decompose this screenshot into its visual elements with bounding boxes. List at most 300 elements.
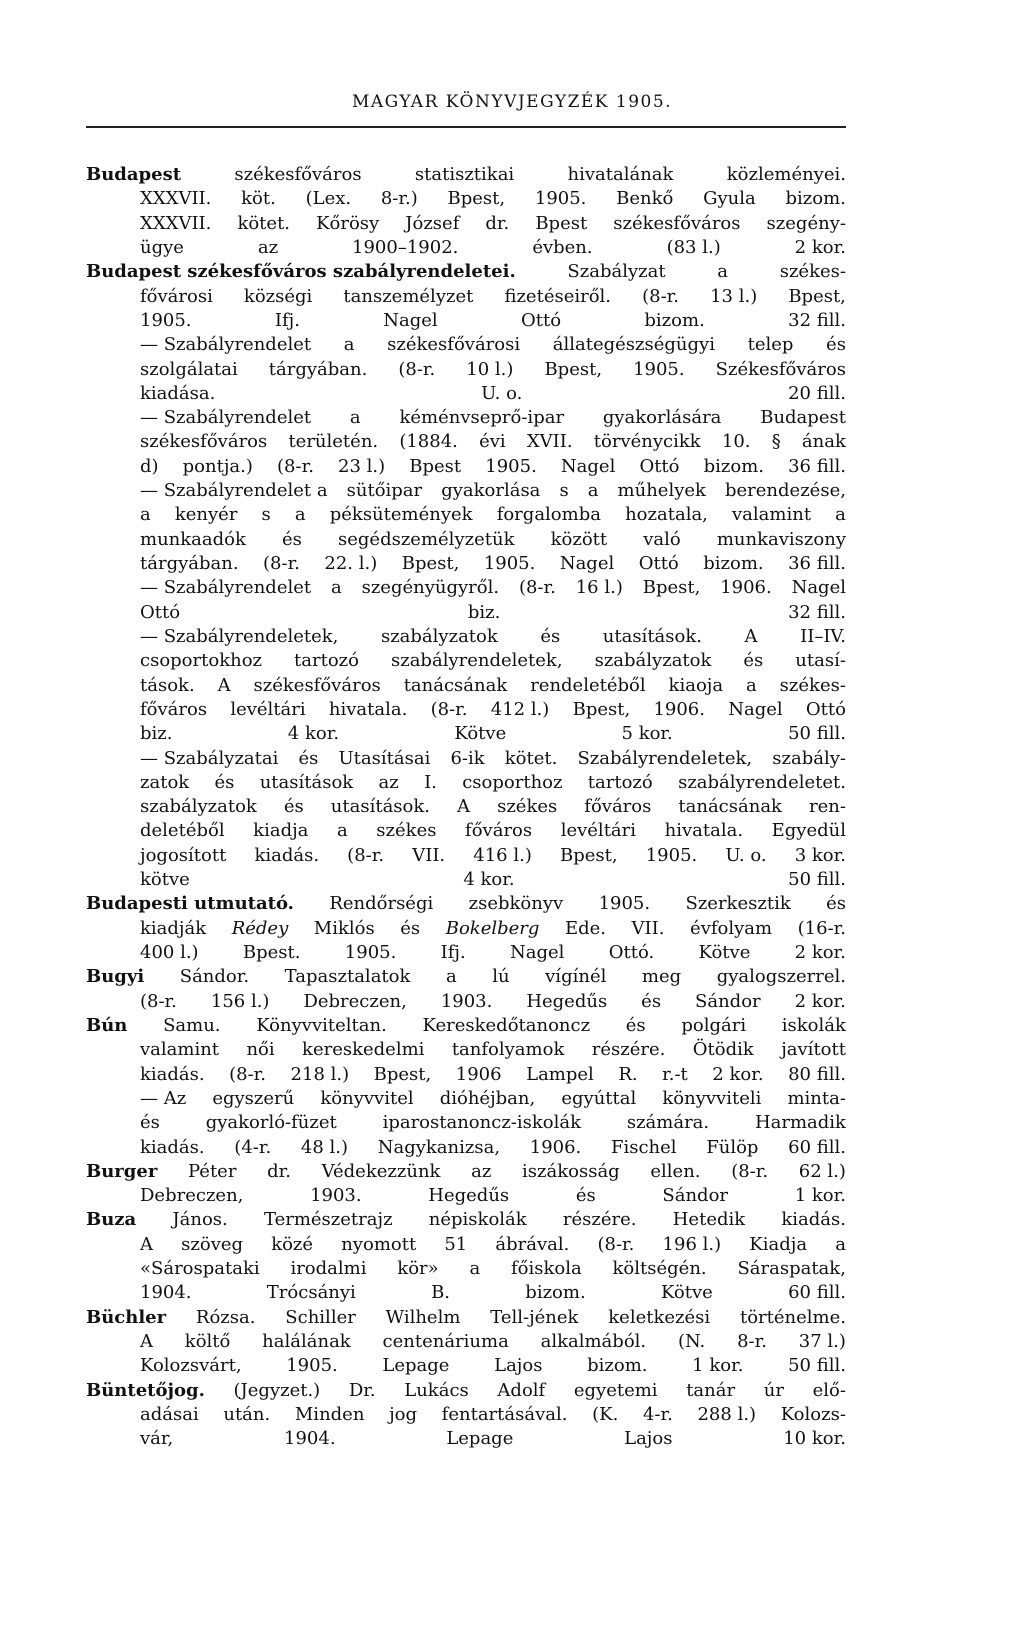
entry-word: Kereskedőtanoncz xyxy=(422,1014,591,1036)
entry-line xyxy=(86,990,846,1014)
entry-word: (16-r. xyxy=(797,917,846,939)
entry-word: számára. xyxy=(626,1112,710,1134)
entry-word: 1905. xyxy=(633,358,685,380)
entry-heading: Buza xyxy=(86,1209,137,1231)
entry-word: keletkezési xyxy=(608,1306,711,1328)
entry-word: részére. xyxy=(591,1039,666,1061)
entry-word: kereskedelmi xyxy=(302,1039,425,1061)
entry-line xyxy=(86,1136,846,1160)
entry-word: Tapasztalatok xyxy=(284,966,411,988)
entry-word: fentartásával. xyxy=(441,1403,568,1425)
entry-word: kiadja xyxy=(253,820,309,842)
entry-word: Egyedül xyxy=(771,820,846,842)
entry-word: Schiller xyxy=(285,1306,356,1328)
entry-word: tartozó xyxy=(294,650,359,672)
entry-word: (K. xyxy=(592,1403,619,1425)
entry-word: (8-r. xyxy=(430,698,468,720)
entry-word: és xyxy=(641,990,662,1012)
entry-word: Kötve xyxy=(660,1282,713,1304)
entry-word: 218 l.) xyxy=(290,1063,350,1085)
entry-word: Szerkesztik xyxy=(685,893,791,915)
entry-word: Bpest xyxy=(535,212,588,234)
entry-word: Bpest, xyxy=(572,698,631,720)
entry-word: berendezése, xyxy=(725,480,846,502)
entry-word: kötet. xyxy=(237,212,291,234)
entry-heading: Büntetőjog. xyxy=(86,1379,205,1401)
entry-word: kiadás. xyxy=(140,1063,205,1085)
entry-word: székes xyxy=(376,820,437,842)
entry-start-line xyxy=(86,965,846,989)
entry-word: bizom. xyxy=(644,309,705,331)
entry-word: 32 fill. xyxy=(788,309,846,331)
entry-word: után. xyxy=(223,1403,271,1425)
entry-word: női xyxy=(246,1039,275,1061)
entry-word: hivatalának xyxy=(567,164,674,185)
entry-word: 1905. xyxy=(485,455,537,477)
entry-word: 4-r. xyxy=(642,1403,673,1425)
entry-word: 50 fill. xyxy=(788,1355,846,1377)
entry-word: részére. xyxy=(562,1209,637,1231)
entry-line xyxy=(86,1403,846,1427)
entry-word: ügye xyxy=(140,236,184,258)
entry-word: Bpest xyxy=(409,455,462,477)
entry-word: 50 fill. xyxy=(788,869,846,891)
entry-word: Természetrajz xyxy=(263,1209,393,1231)
entry-word: 2 kor. xyxy=(794,942,846,963)
entry-word: elő- xyxy=(812,1379,846,1401)
entry-word: 412 l.) xyxy=(490,698,550,720)
entry-word: VII. xyxy=(412,844,446,866)
entry-word: 51 xyxy=(444,1233,468,1255)
entry-word: 1905. xyxy=(483,553,536,574)
entry-word: — Szabályrendelet xyxy=(140,334,312,356)
entry-word: vígínél xyxy=(545,966,607,988)
entry-word: székesfőváros xyxy=(140,431,268,453)
entry-word: A xyxy=(140,1331,153,1352)
entry-word: minta- xyxy=(787,1087,846,1109)
entry-word: 1905. xyxy=(140,309,192,331)
entry-word: 5 kor. xyxy=(621,723,673,745)
entry-word: tanácsának xyxy=(678,796,782,818)
entry-word: székesfőváros xyxy=(234,164,362,185)
entry-word: (N. xyxy=(677,1331,706,1352)
running-header: MAGYAR KÖNYVJEGYZÉK 1905. xyxy=(351,92,673,112)
entry-line xyxy=(86,455,846,479)
entry-line xyxy=(86,187,846,211)
entry-word: Lepage xyxy=(382,1355,450,1377)
entry-word: hivatala. xyxy=(328,698,408,720)
entry-word: r.-t xyxy=(662,1063,688,1085)
entry-word: Dr. xyxy=(348,1379,376,1401)
entry-heading: Budapest xyxy=(86,164,182,185)
entry-start-line xyxy=(86,260,846,284)
entry-word: Miklós xyxy=(313,917,375,939)
entry-word: Kötve xyxy=(454,723,507,745)
entry-word: Bpest, xyxy=(642,577,701,599)
entry-line xyxy=(86,1427,846,1451)
entry-start-line xyxy=(86,1379,846,1403)
entry-word: Szabályrendeletek, xyxy=(577,747,753,769)
entry-word: és xyxy=(282,528,302,550)
entry-word: Harmadik xyxy=(754,1112,846,1134)
entry-word: biz. xyxy=(467,601,501,623)
entry-word: tanácsának xyxy=(403,674,508,696)
entry-word: 50 fill. xyxy=(788,723,846,745)
entry-word: A xyxy=(457,796,471,818)
entry-word: centenáriuma xyxy=(382,1331,509,1352)
entry-line xyxy=(86,212,846,236)
entry-word: XXXVII. xyxy=(140,188,212,210)
entry-word: úr xyxy=(763,1379,784,1401)
entry-word: — Szabályrendeletek, xyxy=(140,625,339,647)
entry-word: 10. xyxy=(721,431,751,453)
entry-word: szegényügyről. xyxy=(361,577,500,599)
entry-word: Ifj. xyxy=(440,942,466,963)
entry-word: Bpest, xyxy=(373,1063,432,1085)
entry-word: és xyxy=(826,893,846,915)
entry-line xyxy=(86,674,846,698)
entry-line xyxy=(86,747,846,771)
entry-word: szabályzatok xyxy=(380,625,498,647)
entry-word: (8-r. xyxy=(518,577,556,599)
entry-word: Védekezzünk xyxy=(321,1160,441,1182)
entry-line xyxy=(86,1087,846,1111)
entry-word: bizom. xyxy=(703,553,764,574)
entry-word: statisztikai xyxy=(414,164,515,185)
entry-word: zsebkönyv xyxy=(468,893,564,915)
entry-word: Sándor. xyxy=(179,966,250,988)
entry-word: a xyxy=(746,674,757,696)
entry-word: munkaadók xyxy=(140,528,246,550)
header-rule xyxy=(86,126,846,128)
entry-word: kéménvseprő-ipar xyxy=(399,407,565,429)
entry-word: ellen. xyxy=(650,1160,701,1182)
entry-word: évi xyxy=(479,431,506,453)
entry-word: Lajos xyxy=(624,1428,673,1450)
entry-word: kiadás. xyxy=(781,1209,846,1231)
entry-word: valamint xyxy=(140,1039,220,1061)
entry-word: — Szabályrendelet xyxy=(140,577,312,599)
entry-word: 2 kor. xyxy=(794,236,846,258)
entry-word: levéltári xyxy=(230,698,306,720)
entry-word: bizom. xyxy=(785,188,846,210)
entry-word: meg xyxy=(641,966,682,988)
entry-word: területén. xyxy=(288,431,379,453)
entry-word: szabályrendeletet. xyxy=(678,771,846,793)
entry-word: 8-r. xyxy=(737,1331,767,1352)
entry-word: 1 kor. xyxy=(794,1185,846,1207)
entry-word: a xyxy=(835,1233,846,1255)
entry-word: Gyula xyxy=(703,188,756,210)
entry-word: 22. l.) xyxy=(324,553,378,574)
entry-word: kötve xyxy=(140,869,190,891)
entry-word: jog xyxy=(389,1403,418,1425)
entry-word: 156 l.) xyxy=(210,990,270,1012)
entry-line xyxy=(86,1330,846,1354)
entry-word: 288 l.) xyxy=(697,1403,757,1425)
entry-word: Nagel xyxy=(728,698,783,720)
entry-word: hivatala. xyxy=(664,820,744,842)
entry-word: évfolyam xyxy=(690,917,773,939)
entry-word: és xyxy=(140,1112,160,1134)
entry-word: 60 fill. xyxy=(788,1282,846,1304)
entry-word: közé xyxy=(271,1233,314,1255)
entry-word: 1905. xyxy=(645,844,698,866)
entry-word: és xyxy=(540,625,561,647)
entry-line xyxy=(86,236,846,260)
entry-word: hozatala, xyxy=(625,504,708,526)
entry-word: székes- xyxy=(779,674,846,696)
entry-word: kiadás. xyxy=(140,1136,205,1158)
entry-word: költő xyxy=(184,1331,231,1352)
entry-word: Rózsa. xyxy=(195,1306,256,1328)
entry-word: 1903. xyxy=(310,1185,362,1207)
entry-word: egyetemi xyxy=(573,1379,658,1401)
entry-word: Hetedik xyxy=(672,1209,746,1231)
entry-word: zatok xyxy=(140,771,190,793)
entry-word: gyakorló-füzet xyxy=(205,1112,337,1134)
entry-word: főváros xyxy=(465,820,533,842)
entry-word: Rendőrségi xyxy=(329,893,434,915)
entry-word: köt. xyxy=(241,188,276,210)
entry-word: a xyxy=(343,334,355,356)
entry-line xyxy=(86,649,846,673)
entry-word: való xyxy=(643,528,681,550)
entry-word: utasí- xyxy=(795,650,846,672)
entry-word: 23 l.) xyxy=(338,455,386,477)
entry-word: utasítások. xyxy=(330,796,431,818)
entry-word: és xyxy=(400,917,421,939)
entry-word: gyalogszerrel. xyxy=(716,966,846,988)
entry-word: Kolozsvárt, xyxy=(140,1355,242,1377)
entry-word: és xyxy=(575,1185,596,1207)
entry-word: (8-r. xyxy=(140,990,177,1012)
entry-word: U. o. xyxy=(481,382,523,404)
entry-word: Lampel xyxy=(526,1063,594,1085)
entry-line xyxy=(86,382,846,406)
entry-word: 2 kor. xyxy=(794,990,846,1012)
entry-word: Debreczen, xyxy=(140,1185,244,1207)
entry-word: Bpest, xyxy=(544,358,603,380)
entry-word: Péter xyxy=(187,1160,237,1182)
entry-word: tanár xyxy=(686,1379,736,1401)
entry-word: iparostanoncz-iskolák xyxy=(382,1112,582,1134)
entry-word: csoportokhoz xyxy=(140,650,263,672)
entry-word: Nagykanizsa, xyxy=(377,1136,501,1158)
entry-word: községi xyxy=(243,285,313,307)
entry-word: utasítások. xyxy=(602,625,702,647)
entry-word: a xyxy=(445,966,457,988)
entry-word: 4 kor. xyxy=(287,723,340,745)
entry-word: adásai xyxy=(140,1403,199,1425)
entry-word: (Jegyzet.) xyxy=(233,1379,321,1401)
entry-word: 8-r.) xyxy=(380,188,418,210)
entry-word: Kolozs- xyxy=(780,1403,846,1425)
entry-word: kenyér xyxy=(174,504,238,526)
entry-line xyxy=(86,844,846,868)
entry-word: a xyxy=(294,504,306,526)
entry-line xyxy=(86,503,846,527)
entry-word: telep xyxy=(747,334,794,356)
entry-heading: Budapesti utmutató. xyxy=(86,893,294,915)
entry-word: forgalomba xyxy=(496,504,601,526)
entry-word: székesfővárosi xyxy=(387,334,521,356)
entry-line xyxy=(86,941,846,965)
entry-word: Fülöp xyxy=(706,1136,759,1158)
entry-word: ábrával. xyxy=(495,1233,570,1255)
entry-word: tanfolyamok xyxy=(451,1039,565,1061)
entry-line xyxy=(86,479,846,503)
entry-line xyxy=(86,795,846,819)
entry-word: Benkő xyxy=(616,188,674,210)
entry-word: ren- xyxy=(809,796,846,818)
entry-word: szabályzatok xyxy=(594,650,712,672)
entry-word: 48 l.) xyxy=(300,1136,349,1158)
entry-word: Debreczen, xyxy=(303,990,407,1012)
entry-word: 1905. xyxy=(344,942,397,963)
entry-word: bizom. xyxy=(703,455,764,477)
entry-word: Lepage xyxy=(446,1428,514,1450)
entry-word: (83 l.) xyxy=(666,236,721,258)
entry-line xyxy=(86,430,846,454)
entry-word: állategészségügyi xyxy=(552,334,715,356)
entry-word: és xyxy=(298,747,319,769)
entry-word: Bokelberg xyxy=(445,917,540,939)
entry-word: Trócsányi xyxy=(266,1282,356,1304)
entry-line xyxy=(86,552,846,576)
entry-word: Minden xyxy=(294,1403,365,1425)
entry-word: Lajos xyxy=(494,1355,543,1377)
entry-word: évben. xyxy=(532,236,593,258)
entry-word: Hegedűs xyxy=(526,990,608,1012)
entry-word: 10 kor. xyxy=(783,1428,846,1450)
entry-word: költségén. xyxy=(612,1258,707,1280)
entry-word: könyvviteli xyxy=(662,1087,762,1109)
entry-word: § xyxy=(771,431,781,453)
entry-word: főváros xyxy=(140,698,208,720)
entry-word: VII. xyxy=(631,917,665,939)
entry-word: Bpest, xyxy=(560,844,618,866)
entry-word: I. xyxy=(424,771,437,793)
entry-word: tanszemélyzet xyxy=(343,285,474,307)
entry-word: Ottó xyxy=(639,455,680,477)
entry-word: 80 fill. xyxy=(788,1063,846,1085)
entry-word: 416 l.) xyxy=(473,844,532,866)
entry-word: R. xyxy=(618,1063,638,1085)
entry-word: 1906. xyxy=(653,698,705,720)
entry-word: Bpest. xyxy=(242,942,301,963)
entry-word: fővárosi xyxy=(140,285,213,307)
entry-word: közleményei. xyxy=(726,164,846,185)
entry-word: Adolf xyxy=(497,1379,546,1401)
entry-word: tások. xyxy=(140,674,195,696)
entry-word: — Szabályrendelet xyxy=(140,407,312,429)
entry-word: és xyxy=(625,1014,646,1036)
entry-word: — Szabályrendelet a xyxy=(140,480,328,502)
entry-heading: Bugyi xyxy=(86,966,145,988)
entry-line xyxy=(86,333,846,357)
entry-word: Ifj. xyxy=(274,309,300,331)
entry-word: XVII. xyxy=(526,431,573,453)
entry-word: 1900–1902. xyxy=(352,236,459,258)
entry-word: segédszemélyzetük xyxy=(338,528,515,550)
entry-word: levéltári xyxy=(560,820,637,842)
entry-word: Ottó xyxy=(140,601,181,623)
entry-word: halálának xyxy=(262,1331,351,1352)
entry-line xyxy=(86,601,846,625)
entry-word: vár, xyxy=(140,1428,174,1450)
entry-word: Ottó xyxy=(805,698,846,720)
entry-word: «Sárospataki xyxy=(140,1258,260,1280)
entry-word: egyúttal xyxy=(561,1087,637,1109)
entry-word: 2 kor. xyxy=(712,1063,764,1085)
entry-word: székes- xyxy=(779,261,846,283)
entry-word: Ötödik xyxy=(692,1039,754,1061)
entry-word: a xyxy=(587,480,599,502)
entry-word: II–IV. xyxy=(800,625,846,647)
entry-start-line xyxy=(86,1160,846,1184)
entry-heading: Bún xyxy=(86,1014,128,1036)
entry-word: 16 l.) xyxy=(575,577,623,599)
entry-word: A xyxy=(744,625,758,647)
entry-word: Fischel xyxy=(610,1136,677,1158)
entry-word: tárgyában. xyxy=(140,553,239,574)
entry-word: székes xyxy=(497,796,558,818)
entry-word: s xyxy=(261,504,271,526)
entry-line xyxy=(86,1184,846,1208)
entry-line xyxy=(86,1354,846,1378)
entry-word: bizom. xyxy=(525,1282,586,1304)
entry-word: Bpest, xyxy=(788,285,846,307)
entry-line xyxy=(86,1281,846,1305)
entry-word: biz. xyxy=(140,723,173,745)
entry-word: (8-r. xyxy=(642,285,680,307)
entry-word: Könyvviteltan. xyxy=(256,1014,387,1036)
entry-word: (8-r. xyxy=(398,358,436,380)
entry-word: Wilhelm xyxy=(385,1306,461,1328)
entry-word: az xyxy=(257,236,279,258)
entry-word: 37 l.) xyxy=(798,1331,846,1352)
entry-word: ának xyxy=(801,431,846,453)
entry-start-line xyxy=(86,163,846,187)
entry-word: polgári xyxy=(681,1014,747,1036)
entry-word: d) xyxy=(140,455,159,477)
entry-line xyxy=(86,771,846,795)
entry-start-line xyxy=(86,1208,846,1232)
entry-word: iskolák xyxy=(781,1014,846,1036)
entry-word: Samu. xyxy=(163,1014,221,1036)
entry-word: 196 l.) xyxy=(662,1233,722,1255)
entry-line xyxy=(86,309,846,333)
entry-word: munkaviszony xyxy=(716,528,846,550)
entry-word: (8-r. xyxy=(263,553,300,574)
catalog-body xyxy=(86,163,846,1452)
entry-word: szabályrendeletek, xyxy=(390,650,563,672)
entry-word: 1906. xyxy=(529,1136,582,1158)
entry-word: s xyxy=(559,480,569,502)
entry-word: a xyxy=(330,577,342,599)
entry-word: és xyxy=(743,650,764,672)
entry-word: Lukács xyxy=(404,1379,469,1401)
entry-word: József xyxy=(405,212,460,234)
entry-word: 20 fill. xyxy=(788,382,846,404)
entry-word: — Az xyxy=(140,1087,187,1109)
entry-word: 10 l.) xyxy=(466,358,514,380)
entry-word: gyakorlására xyxy=(602,407,722,429)
entry-word: műhelyek xyxy=(617,480,706,502)
entry-word: az xyxy=(378,771,399,793)
entry-word: 36 fill. xyxy=(788,553,846,574)
